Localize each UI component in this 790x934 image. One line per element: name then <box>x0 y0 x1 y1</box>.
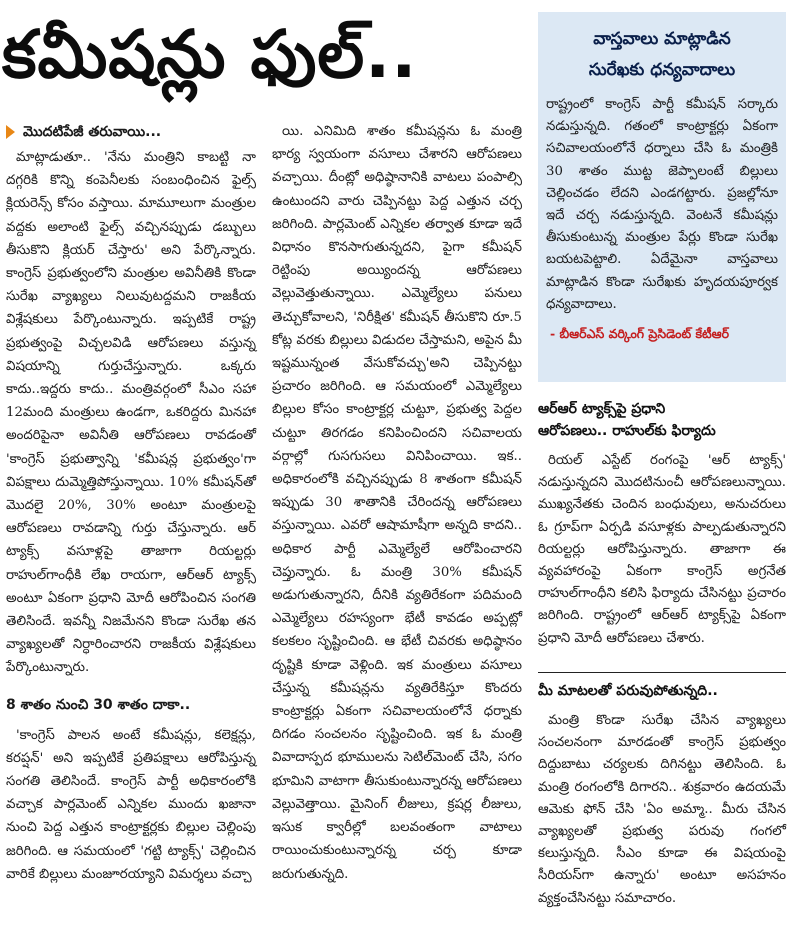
story-heading <box>538 398 786 442</box>
story-heading-line: ఆర్‌ఆర్ ట్యాక్స్‌పై ప్రధాని <box>538 401 666 417</box>
quote-body: రాష్ట్రంలో కాంగ్రెస్ పార్టీ కమీషన్ సర్కారు నడుస్తున్నది. గతంలో కాంట్రాక్టర్లు ఏకంగా సచివాలయంలోనే ధర్నాలు చేసి ఓ మంత్రికి 30 శాతం ముట్ట జెప్పాలంటే బిల్లులు చెల్లించడం లేదని ఎండగట్టారు. ప్రజల్లోనూ ఇదే చర్చ నడుస్తున్నది. వెంటనే కమీషన్లు తీసుకుంటున్న మంత్రుల పేర్లు కొండా సురేఖ బయటపెట్టాలి. ఏదేమైనా వాస్తవాలు మాట్లాడిన కొండా సురేఖకు హృదయపూర్వక ధన్యవాదాలు. <box>546 97 778 312</box>
story-body <box>538 450 786 650</box>
article-column-2 <box>272 120 522 886</box>
paragraph: యి. ఎనిమిది శాతం కమీషన్లను ఓ మంత్రి భార్య స్వయంగా వసూలు చేశారని ఆరోపణలు వచ్చాయి. దీంట్లో అధిష్ఠానానికి వాటలు పంపాల్సి ఉంటుందని వారు చెప్పినట్టు పెద్ద ఎత్తున చర్చ జరిగింది. పార్లమెంట్ ఎన్నికల తర్వాత కూడా ఇదే విధానం కొనసాగుతున్నదని, పైగా కమీషన్ రెట్టింపు అయ్యిందన్న ఆరోపణలు వెల్లువెత్తుతున్నాయి. ఎమ్మెల్యేలు పనులు తెచ్చుకోవాలని, 'నిరీక్షిత' కమీషన్ తీసుకొని రూ.5 కోట్ల వరకు బిల్లులు విడుదల చేస్తామని, అపైన మీ ఇష్టమున్నంత వేసుకోవచ్చు'అని చెప్పినట్టు ప్రచారం జరిగింది. ఆ సమయంలో ఎమ్మెల్యేలు బిల్లుల కోసం కాంట్రాక్టర్ల చుట్టూ, ప్రభుత్వ పెద్దల చుట్టూ తిరగడం కనిపించిందని సచివాలయ వర్గాల్లో గుసగుసలు వినిపించాయి. ఇక.. అధికారంలోకి వచ్చినప్పుడు 8 శాతంగా కమీషన్ ఇప్పుడు 30 శాతానికి చేరిందన్న ఆరోపణలు వస్తున్నాయి. ఎవరో ఆషామాషీగా అన్నది కాదని.. అధికార పార్టీ ఎమ్మెల్యేలే ఆరోపించారని చెప్తున్నారు. ఓ మంత్రి 30% కమీషన్ అడుగుతున్నారని, దీనికి వ్యతిరేకంగా పదిమంది ఎమ్మెల్యేలు రహస్యంగా భేటీ కావడం అప్పట్లో కలకలం సృష్టించింది. ఆ భేటీ చివరకు అధిష్ఠానం దృష్టికి కూడా వెళ్లింది. ఇక మంత్రులు వసూలు చేస్తున్న కమీషన్లను వ్యతిరేకిస్తూ కొందరు కాంట్రాక్టర్లు ఏకంగా సచివాలయంలోనే ధర్నాకు దిగడం సంచలనం సృష్టించింది. ఇక ఓ మంత్రి వివాదాస్పద భూములను సెటిల్‌మెంట్ చేసి, సగం భూమిని వాటాగా తీసుకుంటున్నారన్న ఆరోపణలు వెల్లువెత్తాయి. మైనింగ్ లీజులు, క్రషర్ల లీజులు, ఇసుక క్వారీల్లో బలవంతంగా వాటాలు రాయించుకుంటున్నారన్న చర్చ కూడా జరుగుతున్నది. <box>272 124 522 882</box>
subheading: 8 శాతం నుంచి 30 శాతం దాకా.. <box>6 696 191 713</box>
story-heading: మీ మాటలతో పరువుపోతున్నది.. <box>538 683 718 699</box>
paragraph: రియల్ ఎస్టేట్ రంగంపై 'ఆర్ ట్యాక్స్' నడుస్తున్నదని మొదటినుంచీ ఆరోపణలున్నాయి. ముఖ్యనేతకు చెందిన బంధువులు, అనుచరులు ఓ గ్రూప్‌గా ఏర్పడి వసూళ్లకు పాల్పడుతున్నారని రియల్టర్లు ఆరోపిస్తున్నారు. తాజాగా ఈ వ్యవహారంపై ఏకంగా కాంగ్రెస్ అగ్రనేత రాహుల్‌గాంధీని కలిసి ఫిర్యాదు చేసినట్టు ప్రచారం జరిగింది. రాష్ట్రంలో ఆర్‌ఆర్ ట్యాక్స్‌పై ఏకంగా ప్రధాని మోదీ ఆరోపణలు చేశారు. <box>538 453 786 646</box>
paragraph: మాట్లాడుతూ.. 'నేను మంత్రిని కాబట్టి నా దగ్గరికి కొన్ని కంపెనీలకు సంబంధించిన ఫైల్స్ క్లియరెన్స్ కోసం వస్తాయి. మామూలుగా మంత్రుల వద్దకు అలాంటి ఫైల్స్ వచ్చినప్పుడు డబ్బులు తీసుకొని క్లియర్ చేస్తారు' అని పేర్కొన్నారు. కాంగ్రెస్ ప్రభుత్వంలోని మంత్రుల అవినీతికి కొండా సురేఖ వ్యాఖ్యలు నిలువుటద్దమని రాజకీయ విశ్లేషకులు పేర్కొంటున్నారు. ఇప్పటికే రాష్ట్ర ప్రభుత్వంపై విచ్చలవిడి ఆరోపణలు వస్తున్న విషయాన్ని గుర్తుచేస్తున్నారు. ఒక్కరు కాదు..ఇద్దరు కాదు.. మంత్రివర్గంలో సీఎం సహా 12మంది మంత్రులు ఉండగా, ఒకరిద్దరు మినహా అందరిపైనా అవినీతి ఆరోపణలు రావడంతో 'కాంగ్రెస్ ప్రభుత్వాన్ని 'కమీషన్ల ప్రభుత్వం'గా విపక్షాలు దుమ్మెత్తిపోస్తున్నాయి. 10% కమీషన్‌తో మొదలై 20%, 30% అంటూ మంత్రులపై ఆరోపణలు రావడాన్ని గుర్తు చేస్తున్నారు. ఆర్ ట్యాక్స్ వసూళ్లపై తాజాగా రియల్టర్లు రాహుల్‌గాంధీకి లేఖ రాయగా, ఆర్‌ఆర్ ట్యాక్స్ అంటూ ఏకంగా ప్రధాని మోదీ ఆరోపించిన సంగతి తెలిసిందే. ఇవన్నీ నిజమేనని కొండా సురేఖ తన వ్యాఖ్యలతో నిర్ధారించారని రాజకీయ విశ్లేషకులు పేర్కొంటున్నారు. <box>6 150 256 676</box>
story-body <box>538 710 786 910</box>
quote-credit: - బీఆర్ఎస్ వర్కింగ్ ప్రెసిడెంట్ కేటీఆర్ <box>550 326 730 342</box>
divider <box>538 672 786 673</box>
quote-title-line: సురేఖకు ధన్యవాదాలు <box>588 60 736 80</box>
story-reputation <box>538 680 786 910</box>
article-column-1 <box>6 120 256 886</box>
story-rr-tax <box>538 398 786 650</box>
kicker-text: మొదటిపేజీ తరువాయి... <box>23 124 162 140</box>
paragraph: మంత్రి కొండా సురేఖ చేసిన వ్యాఖ్యలు సంచలనంగా మారడంతో కాంగ్రెస్ ప్రభుత్వం దిద్దుబాటు చర్యలకు దిగినట్టు తెలిసింది. ఓ మంత్రి రంగంలోకి దిగారని.. శుక్రవారం ఉదయమే ఆమెకు ఫోన్ చేసి 'ఏం అమ్మా.. మీరు చేసిన వ్యాఖ్యలతో ప్రభుత్వ పరువు గంగలో కలుస్తున్నది. సీఎం కూడా ఈ విషయంపై సీరియస్‌గా ఉన్నారు' అంటూ అసహనం వ్యక్తంచేసినట్టు సమాచారం. <box>538 713 786 906</box>
arrow-icon <box>6 125 15 139</box>
headline: కమీషన్లు ఫుల్.. <box>2 16 418 93</box>
kicker <box>6 120 256 144</box>
quote-box-title <box>538 24 786 86</box>
quote-box <box>538 12 786 382</box>
quote-title-line: వాస్తవాలు మాట్లాడిన <box>593 29 731 49</box>
story-heading-line: ఆరోపణలు.. రాహుల్‌కు ఫిర్యాదు <box>538 423 716 439</box>
paragraph: 'కాంగ్రెస్ పాలన అంటే కమీషన్లు, కలెక్షన్లు, కరప్షన్' అని ఇప్పటికే ప్రతిపక్షాలు ఆరోపిస్తున్న సంగతి తెలిసిందే. కాంగ్రెస్ పార్టీ అధికారంలోకి వచ్చాక పార్లమెంట్ ఎన్నికల ముందు ఖజానా నుంచి పెద్ద ఎత్తున కాంట్రాక్టర్లకు బిల్లుల చెల్లింపు జరిగింది. ఆ సమయంలో 'గట్టి ట్యాక్స్' చెల్లించిన వారికే బిల్లులు మంజూరయ్యాని విమర్శలు వచ్చా <box>6 727 256 882</box>
